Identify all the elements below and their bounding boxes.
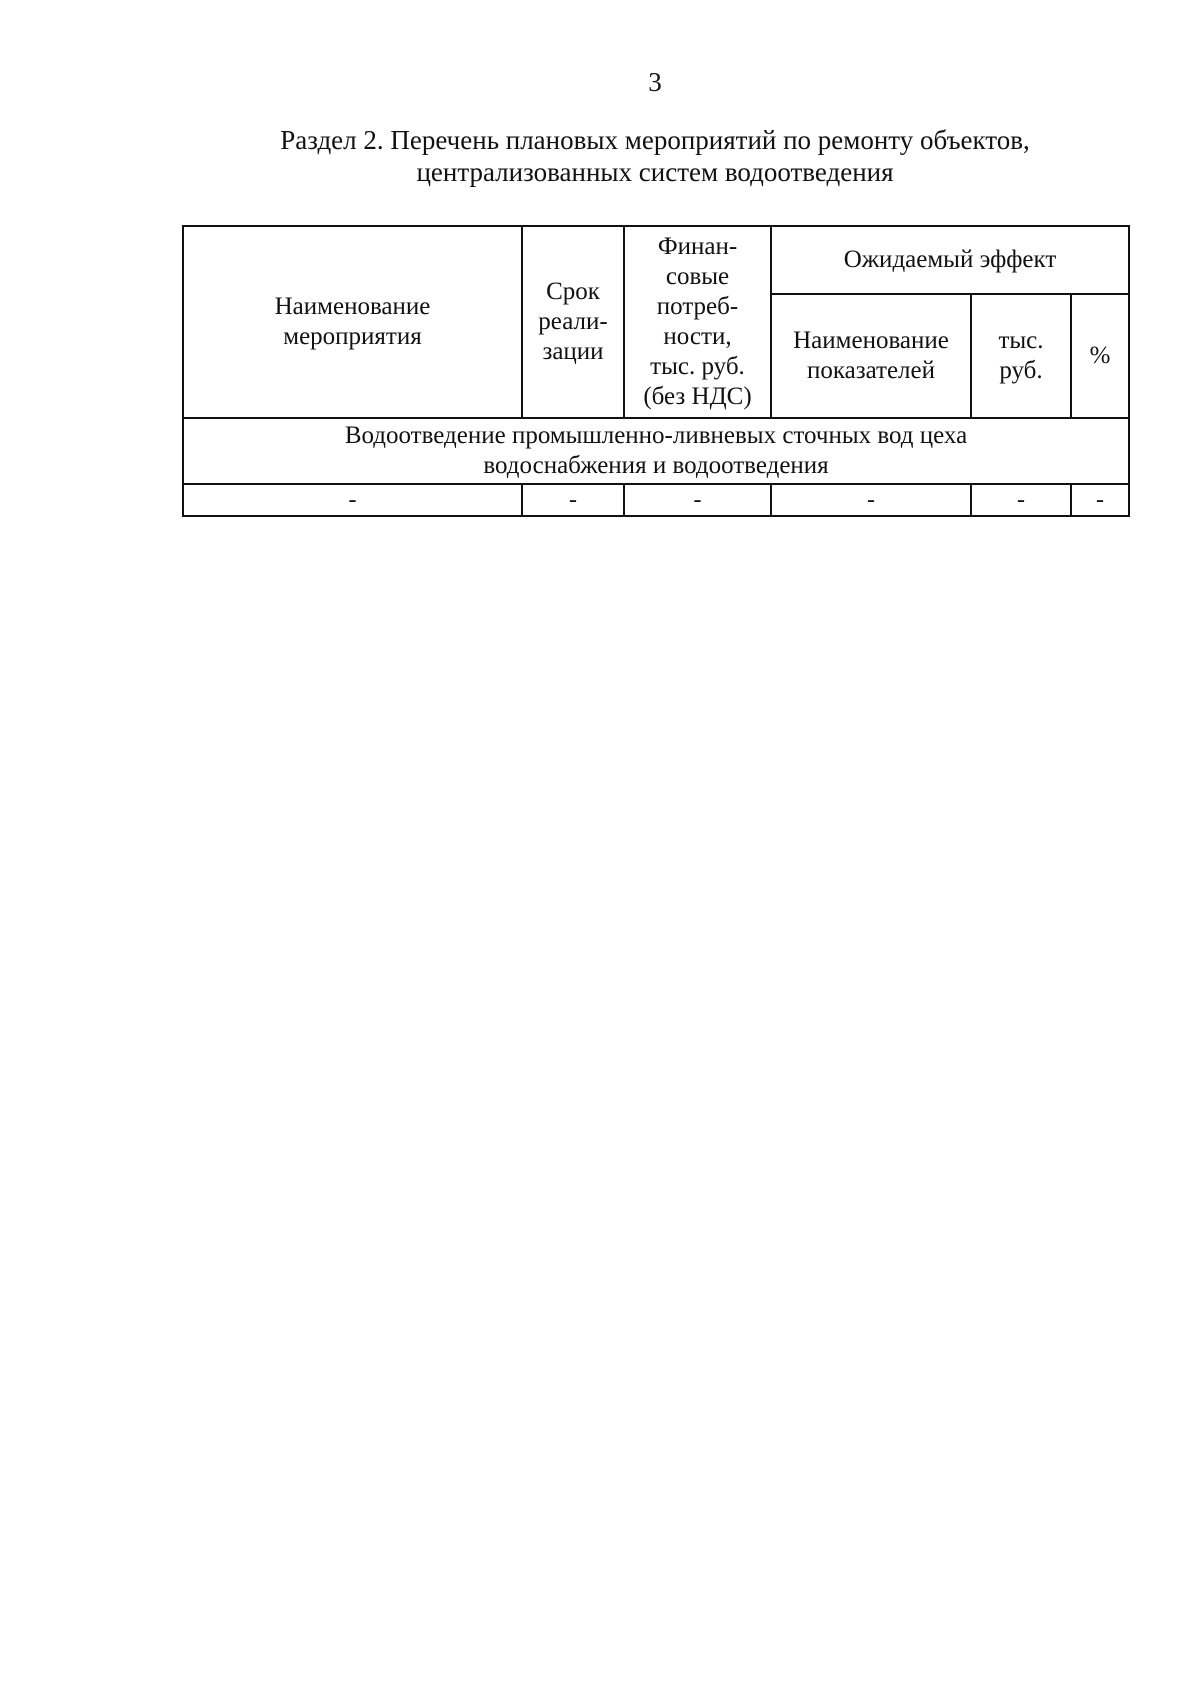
header-finance-line-3: потреб- xyxy=(656,293,739,320)
section-row-line-1: Водоотведение промышленно-ливневых сточных вод цеха xyxy=(344,422,968,449)
section-title xyxy=(200,124,1110,188)
header-thousand-line-1: тыс. xyxy=(998,327,1044,354)
header-indicator xyxy=(771,294,971,418)
header-name xyxy=(183,226,522,418)
table-cell: - xyxy=(522,484,624,516)
section-row-cell xyxy=(183,418,1129,484)
header-finance-line-4: ности, xyxy=(663,323,732,350)
header-finance-line-1: Финан- xyxy=(657,233,738,260)
section-title-line-2: централизованных систем водоотведения xyxy=(416,157,894,187)
table-cell: - xyxy=(183,484,522,516)
header-term-line-2: реали- xyxy=(538,308,608,335)
header-effect: Ожидаемый эффект xyxy=(771,226,1129,294)
table-header-row-1 xyxy=(183,226,1129,294)
header-finance-line-6: (без НДС) xyxy=(643,383,752,410)
header-indicator-line-2: показателей xyxy=(806,357,936,384)
header-name-line-1: Наименование xyxy=(274,293,431,320)
header-finance xyxy=(624,226,771,418)
table-cell: - xyxy=(771,484,971,516)
table-cell: - xyxy=(1071,484,1129,516)
header-term-line-3: зации xyxy=(542,338,604,365)
table-cell: - xyxy=(971,484,1071,516)
section-title-line-1: Раздел 2. Перечень плановых мероприятий по ремонту объектов, xyxy=(280,125,1030,155)
section-row-line-2: водоснабжения и водоотведения xyxy=(483,452,829,479)
header-thousand-rub xyxy=(971,294,1071,418)
header-finance-line-2: совые xyxy=(665,263,730,290)
header-finance-line-5: тыс. руб. xyxy=(650,353,745,380)
header-percent: % xyxy=(1071,294,1129,418)
table-row xyxy=(183,484,1129,516)
plan-table xyxy=(182,225,1130,517)
header-term-line-1: Срок xyxy=(546,278,600,305)
header-term xyxy=(522,226,624,418)
page-number: 3 xyxy=(648,67,662,97)
table-cell: - xyxy=(624,484,771,516)
header-thousand-line-2: руб. xyxy=(999,357,1043,384)
table-section-row xyxy=(183,418,1129,484)
header-indicator-line-1: Наименование xyxy=(793,327,949,354)
header-name-line-2: мероприятия xyxy=(283,323,422,350)
